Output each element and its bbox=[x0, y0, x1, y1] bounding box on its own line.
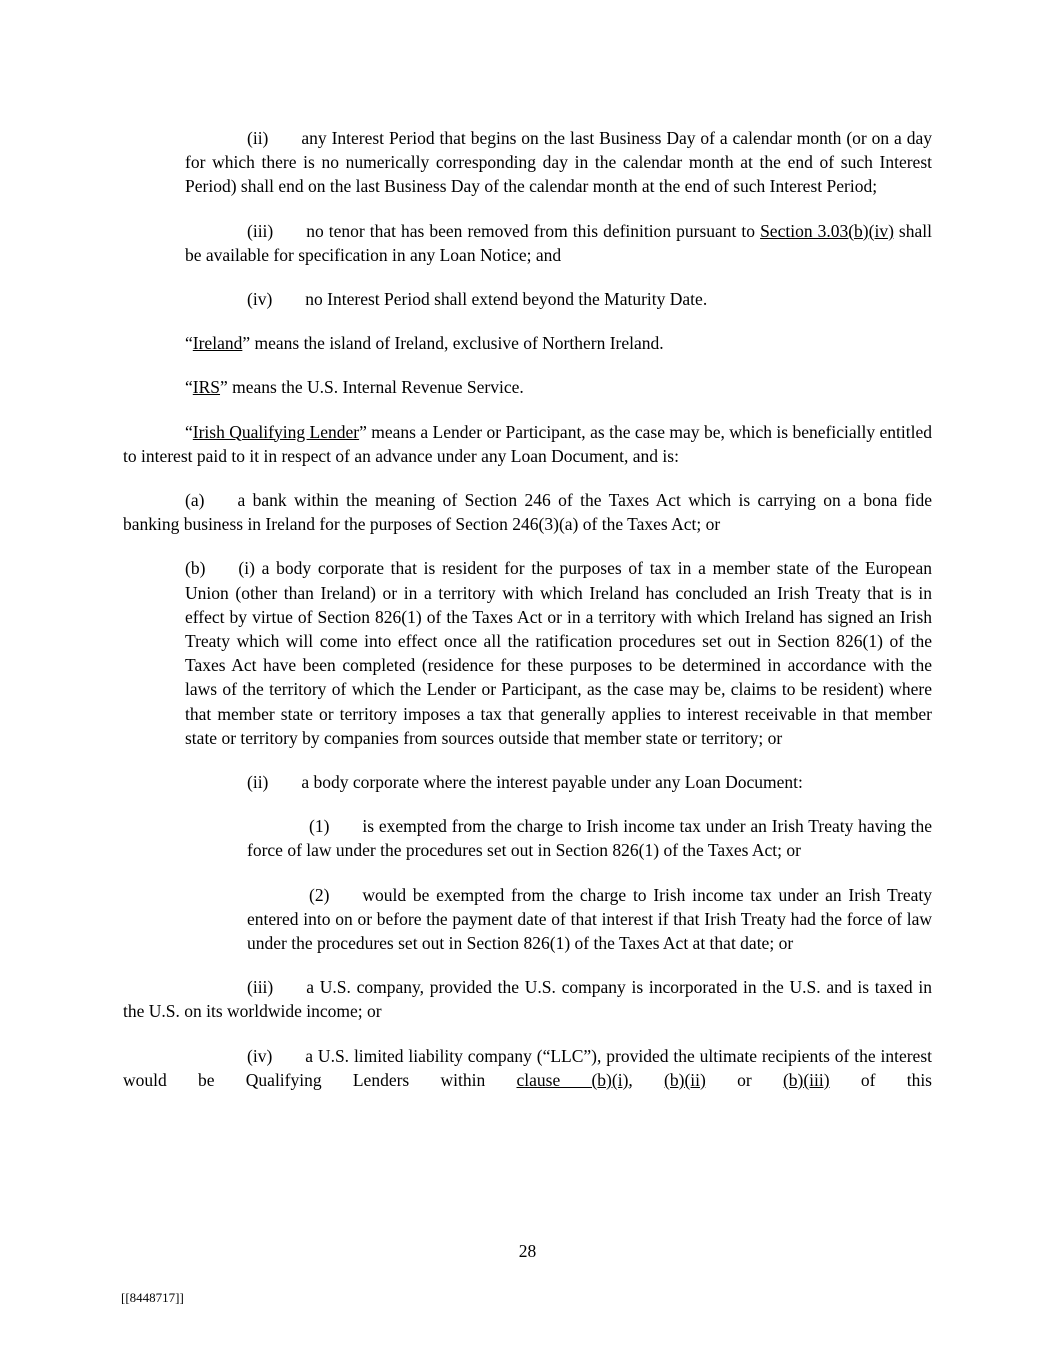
text-run: “ bbox=[185, 333, 193, 354]
list-marker: (iii) bbox=[247, 220, 274, 241]
text-run: “ bbox=[185, 377, 193, 398]
clause-a-bank bbox=[123, 488, 932, 536]
list-marker: (a) bbox=[185, 490, 205, 511]
text-run: of this bbox=[829, 1069, 932, 1090]
text-run: ” means the island of Ireland, exclusive of Northern Ireland. bbox=[242, 333, 664, 354]
text-run: (i) a body corporate that is resident for the purposes of tax in a member state of the European Union (other than Ireland) or in a territory with which Ireland has concluded an Irish Treaty that is in effect by virtue of Section 826(1) of the Taxes Act or in a territory with which Ireland has signed an Irish Treaty which will come into effect once all the ratification procedures set out in Section 826(1) of the Taxes Act have been completed (residence for these purposes to be determined in accordance with the laws of the territory of which the Lender or Participant, as the case may be, claims to be resident) where that member state or territory imposes a tax that generally applies to interest receivable in that member state or territory by companies from sources outside that member state or territory; or bbox=[185, 558, 932, 748]
list-marker: (iv) bbox=[247, 1045, 273, 1066]
clause-b-ii-body-corporate bbox=[185, 770, 932, 794]
clause-cross-reference: (b)(ii) bbox=[664, 1069, 706, 1090]
subclause-1-exempted bbox=[247, 814, 932, 862]
defined-term: Irish Qualifying Lender bbox=[192, 421, 360, 442]
text-run: a U.S. limited liability company (“LLC”), provided the ultimate recipients of the interest would be Qualifying Lenders within bbox=[123, 1045, 932, 1090]
text-run: shall be available for specification in any Loan Notice; and bbox=[185, 220, 932, 265]
text-run: “ bbox=[185, 421, 193, 442]
clause-iv-maturity-date bbox=[185, 287, 932, 311]
text-run: a bank within the meaning of Section 246 of the Taxes Act which is carrying on a bona fide banking business in Ireland for the purposes of Section 246(3)(a) of the Taxes Act; or bbox=[123, 490, 932, 535]
text-run: or bbox=[705, 1069, 783, 1090]
clause-b-iv-llc bbox=[123, 1044, 932, 1092]
clause-iii-removed-tenor bbox=[185, 219, 932, 267]
clause-ii-interest-period bbox=[185, 126, 932, 199]
section-cross-reference: Section 3.03(b)(iv) bbox=[760, 220, 894, 241]
clause-cross-reference: clause (b)(i) bbox=[516, 1069, 629, 1090]
definition-ireland bbox=[123, 331, 932, 355]
text-run: ” means a Lender or Participant, as the case may be, which is beneficially entitled to interest paid to it in respect of an advance under any Loan Document, and is: bbox=[123, 421, 932, 466]
text-run: a U.S. company, provided the U.S. company is incorporated in the U.S. and is taxed in the U.S. on its worldwide income; or bbox=[123, 977, 932, 1022]
list-marker: (ii) bbox=[247, 772, 269, 793]
text-run: ” means the U.S. Internal Revenue Service. bbox=[220, 377, 524, 398]
list-marker: (ii) bbox=[247, 128, 269, 148]
list-marker: (1) bbox=[309, 816, 330, 837]
definition-irs bbox=[123, 375, 932, 399]
list-marker: (2) bbox=[309, 884, 330, 905]
list-marker: (iii) bbox=[247, 977, 274, 998]
text-run: no tenor that has been removed from this definition pursuant to bbox=[306, 220, 761, 241]
page-number: 28 bbox=[518, 1241, 537, 1261]
clause-cross-reference: (b)(iii) bbox=[782, 1069, 830, 1090]
clause-b-iii-us-company bbox=[123, 975, 932, 1023]
text-run: is exempted from the charge to Irish income tax under an Irish Treaty having the force of law under the procedures set out in Section 826(1) of the Taxes Act; or bbox=[247, 816, 932, 861]
defined-term: Ireland bbox=[192, 333, 243, 354]
subclause-2-would-be-exempted bbox=[247, 883, 932, 956]
document-id-stamp: [[8448717]] bbox=[121, 1290, 184, 1305]
defined-term: IRS bbox=[192, 377, 221, 398]
list-marker: (b) bbox=[185, 558, 206, 579]
text-run: any Interest Period that begins on the last Business Day of a calendar month (or on a day for which there is no numerically corresponding day in the calendar month at the end of such Interest Period) shall end on the last Business Day of the calendar month at the end of such Interest Period; bbox=[185, 128, 932, 197]
list-marker: (iv) bbox=[247, 289, 273, 310]
text-run: no Interest Period shall extend beyond the Maturity Date. bbox=[305, 289, 708, 310]
text-run: would be exempted from the charge to Irish income tax under an Irish Treaty entered into on or before the payment date of that interest if that Irish Treaty had the force of law under the procedures set out in Section 826(1) of the Taxes Act at that date; or bbox=[247, 884, 932, 954]
text-run: a body corporate where the interest payable under any Loan Document: bbox=[301, 772, 803, 793]
page-content bbox=[123, 106, 932, 1092]
clause-b-i-body-corporate bbox=[185, 556, 932, 750]
text-run: , bbox=[628, 1069, 665, 1090]
definition-irish-qualifying-lender bbox=[123, 420, 932, 468]
